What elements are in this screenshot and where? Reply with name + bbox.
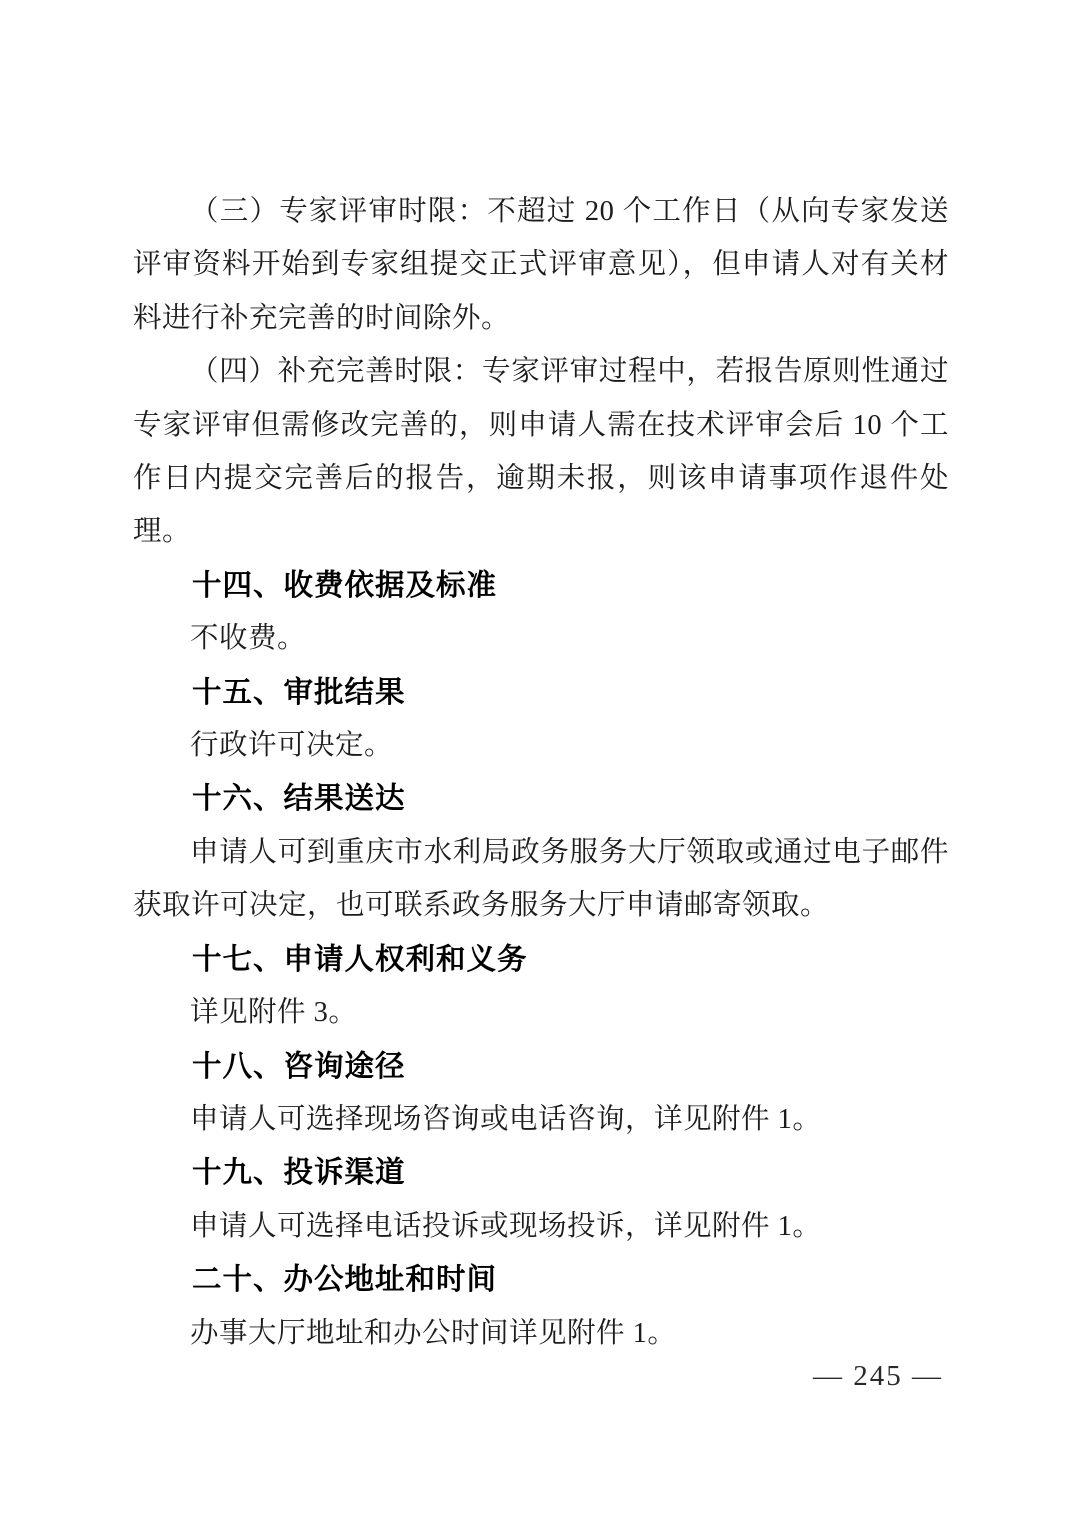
page-number: — 245 — [813,1360,943,1392]
body-paragraph: 不收费。 [190,623,307,655]
body-paragraph: （三）专家评审时限：不超过 20 个工作日（从向专家发送评审资料开始到专家组提交正式评审意见），但申请人对有关材料进行补充完善的时间除外。 [133,196,949,334]
body-paragraph: （四）补充完善时限：专家评审过程中，若报告原则性通过专家评审但需修改完善的，则申请人需在技术评审会后 10 个工作日内提交完善后的报告，逾期未报，则该申请事项作退件处理。 [133,356,949,548]
section-heading: 十八、咨询途径 [192,1049,406,1083]
body-paragraph: 办事大厅地址和办公时间详见附件 1。 [190,1317,677,1349]
body-paragraph: 申请人可选择现场咨询或电话咨询，详见附件 1。 [190,1103,822,1135]
body-paragraph: 详见附件 3。 [190,997,358,1029]
section-heading: 二十、办公地址和时间 [192,1263,498,1297]
section-heading: 十九、投诉渠道 [192,1156,406,1190]
body-paragraph: 申请人可选择电话投诉或现场投诉，详见附件 1。 [190,1210,822,1242]
section-heading: 十七、申请人权利和义务 [192,942,528,976]
section-heading: 十六、结果送达 [192,782,406,816]
section-heading: 十四、收费依据及标准 [192,568,498,602]
document-body [133,185,949,1360]
section-heading: 十五、审批结果 [192,675,406,709]
body-paragraph: 申请人可到重庆市水利局政务服务大厅领取或通过电子邮件获取许可决定，也可联系政务服务大厅申请邮寄领取。 [133,836,949,922]
body-paragraph: 行政许可决定。 [190,730,394,762]
